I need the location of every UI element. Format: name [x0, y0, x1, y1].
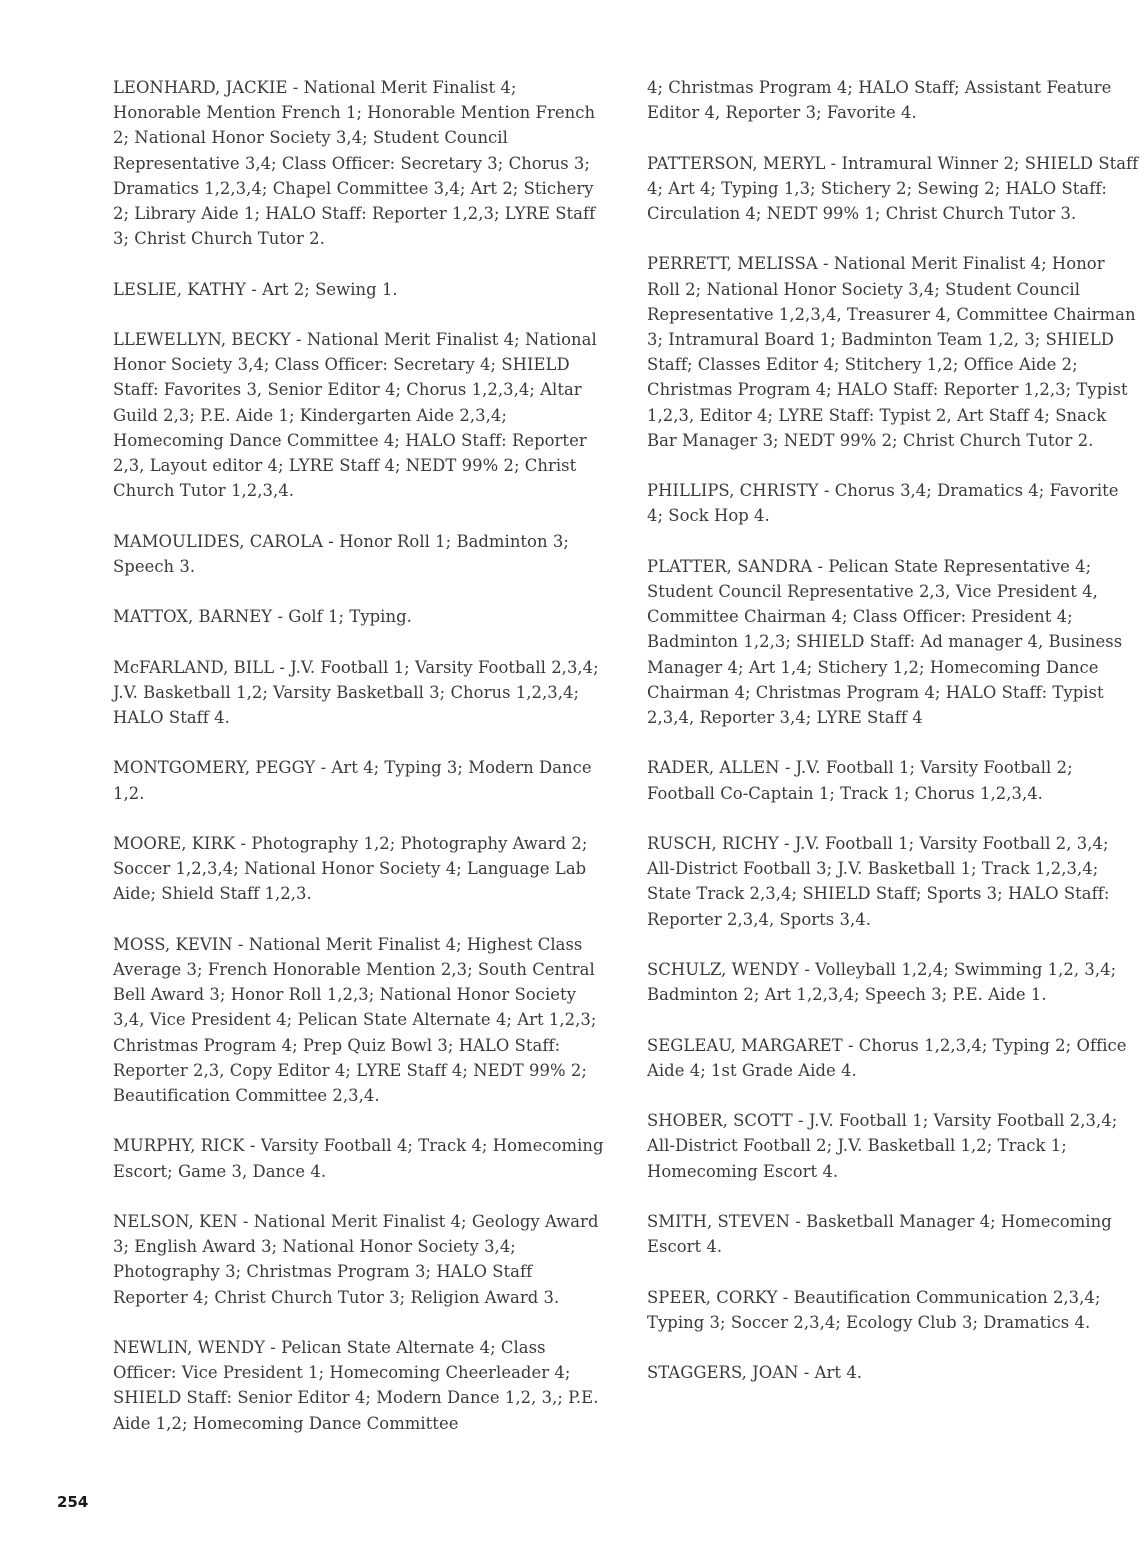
- senior-entry: RUSCH, RICHY - J.V. Football 1; Varsity Football 2, 3,4; All-District Football 3; J.V. Basketball 1; Track 1,2,3,4; State Track 2,3,4; SHIELD Staff; Sports 3; HALO Staff: Reporter 2,3,4, Sports 3,4.: [647, 834, 1110, 929]
- student-name: SHOBER, SCOTT: [647, 1111, 793, 1131]
- senior-entry: RADER, ALLEN - J.V. Football 1; Varsity Football 2; Football Co-Captain 1; Track 1; Chorus 1,2,3,4.: [647, 758, 1073, 803]
- student-name: PERRETT, MELISSA: [647, 254, 818, 274]
- senior-entry: MOORE, KIRK - Photography 1,2; Photography Award 2; Soccer 1,2,3,4; National Honor Society 4; Language Lab Aide; Shield Staff 1,2,3.: [113, 833, 588, 904]
- student-activities: Intramural Winner 2; SHIELD Staff 4; Art 4; Typing 1,3; Stichery 2; Sewing 2; HALO Staff: Circulation 4; NEDT 99% 1; Christ Church Tutor 3.: [647, 153, 1139, 223]
- student-activities: Pelican State Alternate 4; Class Officer: Vice President 1; Homecoming Cheerleader 4; SHIELD Staff: Senior Editor 4; Modern Dance 1,2, 3,; P.E. Aide 1,2; Homecoming Dance Committee: [113, 1337, 599, 1433]
- senior-entry: PERRETT, MELISSA - National Merit Finalist 4; Honor Roll 2; National Honor Society 3,4; Student Council Representative 1,2,3,4, Treasurer 4, Committee Chairman 3; Intramural Board 1; Badminton Team 1,2, 3; SHIELD Staff; Classes Editor 4; Stitchery 1,2; Office Aide 2; Christmas Program 4; HALO Staff: Reporter 1,2,3; Typist 1,2,3, Editor 4; LYRE Staff: Typist 2, Art Staff 4; Snack Bar Manager 3; NEDT 99% 2; Christ Church Tutor 2.: [647, 254, 1136, 450]
- senior-entry: LESLIE, KATHY - Art 2; Sewing 1.: [113, 279, 398, 299]
- student-activities: Chorus 3,4; Dramatics 4; Favorite 4; Sock Hop 4.: [647, 481, 1119, 526]
- student-activities: Varsity Football 4; Track 4; Homecoming Escort; Game 3, Dance 4.: [113, 1136, 604, 1181]
- senior-entry: SHOBER, SCOTT - J.V. Football 1; Varsity Football 2,3,4; All-District Football 2; J.V. Basketball 1,2; Track 1; Homecoming Escort 4.: [647, 1111, 1118, 1181]
- continued-entry: [647, 75, 1139, 125]
- senior-entry: MONTGOMERY, PEGGY - Art 4; Typing 3; Modern Dance 1,2.: [113, 758, 592, 803]
- right-column: [647, 75, 1139, 1411]
- student-name: MOORE, KIRK: [113, 833, 236, 853]
- student-activities: J.V. Football 1; Varsity Football 2, 3,4; All-District Football 3; J.V. Basketball 1; Track 1,2,3,4; State Track 2,3,4; SHIELD Staff; Sports 3; HALO Staff: Reporter 2,3,4, Sports 3,4.: [647, 834, 1110, 929]
- student-activities: Volleyball 1,2,4; Swimming 1,2, 3,4; Badminton 2; Art 1,2,3,4; Speech 3; P.E. Aide 1.: [647, 960, 1117, 1005]
- student-name: McFARLAND, BILL: [113, 657, 275, 677]
- senior-entry: LEONHARD, JACKIE - National Merit Finalist 4; Honorable Mention French 1; Honorable Mention French 2; National Honor Society 3,4; Student Council Representative 3,4; Class Officer: Secretary 3; Chorus 3; Dramatics 1,2,3,4; Chapel Committee 3,4; Art 2; Stichery 2; Library Aide 1; HALO Staff: Reporter 1,2,3; LYRE Staff 3; Christ Church Tutor 2.: [113, 78, 596, 249]
- student-activities: Honor Roll 1; Badminton 3; Speech 3.: [113, 531, 569, 576]
- student-name: SPEER, CORKY: [647, 1287, 778, 1307]
- senior-entry: SPEER, CORKY - Beautification Communication 2,3,4; Typing 3; Soccer 2,3,4; Ecology Club 3; Dramatics 4.: [647, 1287, 1101, 1332]
- student-name: PATTERSON, MERYL: [647, 153, 826, 173]
- student-activities: National Merit Finalist 4; National Honor Society 3,4; Class Officer: Secretary 4; SHIELD Staff: Favorites 3, Senior Editor 4; Chorus 1,2,3,4; Altar Guild 2,3; P.E. Aide 1; Kindergarten Aide 2,3,4; Homecoming Dance Committee 4; HALO Staff: Reporter 2,3, Layout editor 4; LYRE Staff 4; NEDT 99% 2; Christ Church Tutor 1,2,3,4.: [113, 330, 597, 501]
- student-activities: J.V. Football 1; Varsity Football 2; Football Co-Captain 1; Track 1; Chorus 1,2,3,4.: [647, 758, 1073, 803]
- senior-entry: SEGLEAU, MARGARET - Chorus 1,2,3,4; Typing 2; Office Aide 4; 1st Grade Aide 4.: [647, 1035, 1127, 1080]
- student-name: MATTOX, BARNEY: [113, 607, 273, 627]
- student-activities: J.V. Football 1; Varsity Football 2,3,4; All-District Football 2; J.V. Basketball 1,2; Track 1; Homecoming Escort 4.: [647, 1111, 1118, 1181]
- student-activities: J.V. Football 1; Varsity Football 2,3,4; J.V. Basketball 1,2; Varsity Basketball 3; Chorus 1,2,3,4; HALO Staff 4.: [113, 657, 599, 727]
- student-activities: National Merit Finalist 4; Geology Award 3; English Award 3; National Honor Society 3,4; Photography 3; Christmas Program 3; HALO Staff Reporter 4; Christ Church Tutor 3; Religion Award 3.: [113, 1211, 599, 1307]
- senior-entry: MATTOX, BARNEY - Golf 1; Typing.: [113, 607, 412, 627]
- student-name: LLEWELLYN, BECKY: [113, 330, 291, 349]
- left-column: [113, 75, 605, 1461]
- senior-entry: SCHULZ, WENDY - Volleyball 1,2,4; Swimming 1,2, 3,4; Badminton 2; Art 1,2,3,4; Speech 3; P.E. Aide 1.: [647, 960, 1117, 1005]
- senior-entry: McFARLAND, BILL - J.V. Football 1; Varsity Football 2,3,4; J.V. Basketball 1,2; Varsity Basketball 3; Chorus 1,2,3,4; HALO Staff 4.: [113, 657, 599, 727]
- student-name: RADER, ALLEN: [647, 758, 780, 778]
- senior-entry: MURPHY, RICK - Varsity Football 4; Track 4; Homecoming Escort; Game 3, Dance 4.: [113, 1136, 604, 1181]
- student-name: MAMOULIDES, CAROLA: [113, 531, 323, 551]
- student-activities: Art 2; Sewing 1.: [262, 279, 398, 299]
- student-activities: Chorus 1,2,3,4; Typing 2; Office Aide 4; 1st Grade Aide 4.: [647, 1035, 1127, 1080]
- student-name: SMITH, STEVEN: [647, 1211, 791, 1231]
- student-activities: Photography 1,2; Photography Award 2; Soccer 1,2,3,4; National Honor Society 4; Language Lab Aide; Shield Staff 1,2,3.: [113, 833, 588, 904]
- student-activities: National Merit Finalist 4; Honorable Mention French 1; Honorable Mention French 2; National Honor Society 3,4; Student Council Representative 3,4; Class Officer: Secretary 3; Chorus 3; Dramatics 1,2,3,4; Chapel Committee 3,4; Art 2; Stichery 2; Library Aide 1; HALO Staff: Reporter 1,2,3; LYRE Staff 3; Christ Church Tutor 2.: [113, 78, 596, 249]
- senior-entry: SMITH, STEVEN - Basketball Manager 4; Homecoming Escort 4.: [647, 1211, 1112, 1257]
- page-number: 254: [57, 1493, 89, 1511]
- student-name: SEGLEAU, MARGARET: [647, 1035, 843, 1055]
- senior-entry: MAMOULIDES, CAROLA - Honor Roll 1; Badminton 3; Speech 3.: [113, 531, 569, 576]
- student-activities: National Merit Finalist 4; Honor Roll 2; National Honor Society 3,4; Student Council Representative 1,2,3,4, Treasurer 4, Committee Chairman 3; Intramural Board 1; Badminton Team 1,2, 3; SHIELD Staff; Classes Editor 4; Stitchery 1,2; Office Aide 2; Christmas Program 4; HALO Staff: Reporter 1,2,3; Typist 1,2,3, Editor 4; LYRE Staff: Typist 2, Art Staff 4; Snack Bar Manager 3; NEDT 99% 2; Christ Church Tutor 2.: [647, 254, 1136, 450]
- student-activities: Pelican State Representative 4; Student Council Representative 2,3, Vice President 4, Committee Chairman 4; Class Officer: President 4; Badminton 1,2,3; SHIELD Staff: Ad manager 4, Business Manager 4; Art 1,4; Stichery 1,2; Homecoming Dance Chairman 4; Christmas Program 4; HALO Staff: Typist 2,3,4, Reporter 3,4; LYRE Staff 4: [647, 556, 1123, 728]
- student-name: SCHULZ, WENDY: [647, 960, 800, 979]
- student-activities: Basketball Manager 4; Homecoming Escort 4.: [647, 1211, 1112, 1257]
- senior-entry: MOSS, KEVIN - National Merit Finalist 4; Highest Class Average 3; French Honorable Mention 2,3; South Central Bell Award 3; Honor Roll 1,2,3; National Honor Society 3,4, Vice President 4; Pelican State Alternate 4; Art 1,2,3; Christmas Program 4; Prep Quiz Bowl 3; HALO Staff: Reporter 2,3, Copy Editor 4; LYRE Staff 4; NEDT 99% 2; Beautification Committee 2,3,4.: [113, 934, 597, 1105]
- student-name: PHILLIPS, CHRISTY: [647, 481, 819, 501]
- senior-entry: PLATTER, SANDRA - Pelican State Representative 4; Student Council Representative 2,3, Vice President 4, Committee Chairman 4; Class Officer: President 4; Badminton 1,2,3; SHIELD Staff: Ad manager 4, Business Manager 4; Art 1,4; Stichery 1,2; Homecoming Dance Chairman 4; Christmas Program 4; HALO Staff: Typist 2,3,4, Reporter 3,4; LYRE Staff 4: [647, 556, 1123, 728]
- student-name: STAGGERS, JOAN: [647, 1363, 799, 1383]
- student-activities: National Merit Finalist 4; Highest Class Average 3; French Honorable Mention 2,3; South Central Bell Award 3; Honor Roll 1,2,3; National Honor Society 3,4, Vice President 4; Pelican State Alternate 4; Art 1,2,3; Christmas Program 4; Prep Quiz Bowl 3; HALO Staff: Reporter 2,3, Copy Editor 4; LYRE Staff 4; NEDT 99% 2; Beautification Committee 2,3,4.: [113, 934, 597, 1105]
- student-activities: Golf 1; Typing.: [288, 607, 412, 627]
- student-name: MOSS, KEVIN: [113, 934, 233, 954]
- student-name: PLATTER, SANDRA: [647, 556, 813, 576]
- student-activities: Art 4; Typing 3; Modern Dance 1,2.: [113, 758, 592, 803]
- student-name: LESLIE, KATHY: [113, 279, 247, 299]
- student-name: NELSON, KEN: [113, 1211, 238, 1231]
- senior-entry: LLEWELLYN, BECKY - National Merit Finalist 4; National Honor Society 3,4; Class Officer: Secretary 4; SHIELD Staff: Favorites 3, Senior Editor 4; Chorus 1,2,3,4; Altar Guild 2,3; P.E. Aide 1; Kindergarten Aide 2,3,4; Homecoming Dance Committee 4; HALO Staff: Reporter 2,3, Layout editor 4; LYRE Staff 4; NEDT 99% 2; Christ Church Tutor 1,2,3,4.: [113, 330, 597, 501]
- student-activities: Art 4.: [814, 1363, 863, 1383]
- student-name: LEONHARD, JACKIE: [113, 78, 288, 97]
- senior-entry: NEWLIN, WENDY - Pelican State Alternate 4; Class Officer: Vice President 1; Homecoming Cheerleader 4; SHIELD Staff: Senior Editor 4; Modern Dance 1,2, 3,; P.E. Aide 1,2; Homecoming Dance Committee: [113, 1337, 599, 1433]
- student-activities: Beautification Communication 2,3,4; Typing 3; Soccer 2,3,4; Ecology Club 3; Dramatics 4.: [647, 1287, 1101, 1332]
- senior-entry: PHILLIPS, CHRISTY - Chorus 3,4; Dramatics 4; Favorite 4; Sock Hop 4.: [647, 481, 1119, 526]
- student-name: MONTGOMERY, PEGGY: [113, 758, 316, 778]
- senior-entry: NELSON, KEN - National Merit Finalist 4; Geology Award 3; English Award 3; National Honor Society 3,4; Photography 3; Christmas Program 3; HALO Staff Reporter 4; Christ Church Tutor 3; Religion Award 3.: [113, 1211, 599, 1307]
- student-activities: 4; Christmas Program 4; HALO Staff; Assistant Feature Editor 4, Reporter 3; Favorite 4.: [647, 78, 1112, 123]
- senior-entry: STAGGERS, JOAN - Art 4.: [647, 1363, 863, 1383]
- student-name: MURPHY, RICK: [113, 1136, 245, 1156]
- student-name: NEWLIN, WENDY: [113, 1337, 265, 1357]
- senior-entry: PATTERSON, MERYL - Intramural Winner 2; SHIELD Staff 4; Art 4; Typing 1,3; Stichery 2; Sewing 2; HALO Staff: Circulation 4; NEDT 99% 1; Christ Church Tutor 3.: [647, 153, 1139, 223]
- student-name: RUSCH, RICHY: [647, 834, 779, 853]
